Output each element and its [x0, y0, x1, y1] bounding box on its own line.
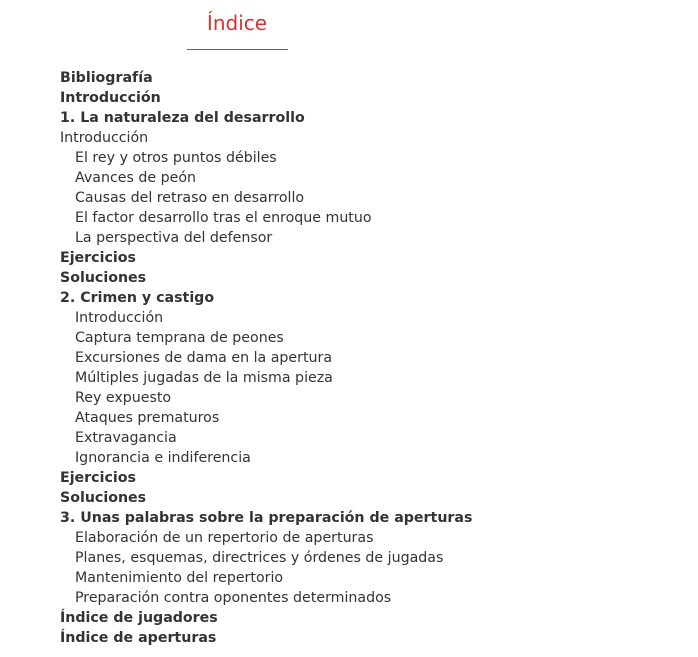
toc-entry[interactable]: Excursiones de dama en la apertura [75, 350, 333, 366]
toc-entry[interactable]: Preparación contra oponentes determinados [75, 590, 392, 606]
toc-entry[interactable]: Ejercicios [60, 470, 136, 486]
toc-entry[interactable]: Captura temprana de peones [75, 330, 284, 346]
toc-entry[interactable]: Introducción [60, 130, 149, 146]
toc-entry[interactable]: Índice de aperturas [60, 630, 217, 646]
title-underline [187, 49, 288, 50]
toc-entry[interactable]: Planes, esquemas, directrices y órdenes de jugadas [75, 550, 444, 566]
page-title: Índice [206, 11, 268, 35]
toc-entry[interactable]: Causas del retraso en desarrollo [75, 190, 305, 206]
toc-entry[interactable]: Ejercicios [60, 250, 136, 266]
toc-entry[interactable]: Introducción [75, 310, 164, 326]
table-of-contents [60, 68, 472, 648]
toc-entry[interactable]: Introducción [60, 90, 161, 106]
toc-entry[interactable]: El factor desarrollo tras el enroque mutuo [75, 210, 372, 226]
toc-entry[interactable]: La perspectiva del defensor [75, 230, 273, 246]
toc-entry[interactable]: 3. Unas palabras sobre la preparación de aperturas [60, 510, 473, 526]
toc-entry[interactable]: Rey expuesto [75, 390, 172, 406]
toc-entry[interactable]: Ataques prematuros [75, 410, 220, 426]
toc-entry[interactable]: Múltiples jugadas de la misma pieza [75, 370, 333, 386]
toc-entry[interactable]: Bibliografía [60, 70, 153, 86]
toc-entry[interactable]: Mantenimiento del repertorio [75, 570, 284, 586]
toc-entry[interactable]: Extravagancia [75, 430, 177, 446]
toc-entry[interactable]: Elaboración de un repertorio de aperturas [75, 530, 374, 546]
toc-entry[interactable]: Índice de jugadores [60, 610, 218, 626]
toc-entry[interactable]: Soluciones [60, 270, 147, 286]
toc-header [0, 0, 698, 60]
toc-entry[interactable]: 2. Crimen y castigo [60, 290, 215, 306]
toc-entry[interactable]: 1. La naturaleza del desarrollo [60, 110, 305, 126]
toc-entry[interactable]: El rey y otros puntos débiles [75, 150, 277, 166]
toc-entry[interactable]: Soluciones [60, 490, 147, 506]
toc-entry[interactable]: Ignorancia e indiferencia [75, 450, 251, 466]
toc-entry[interactable]: Avances de peón [75, 170, 197, 186]
